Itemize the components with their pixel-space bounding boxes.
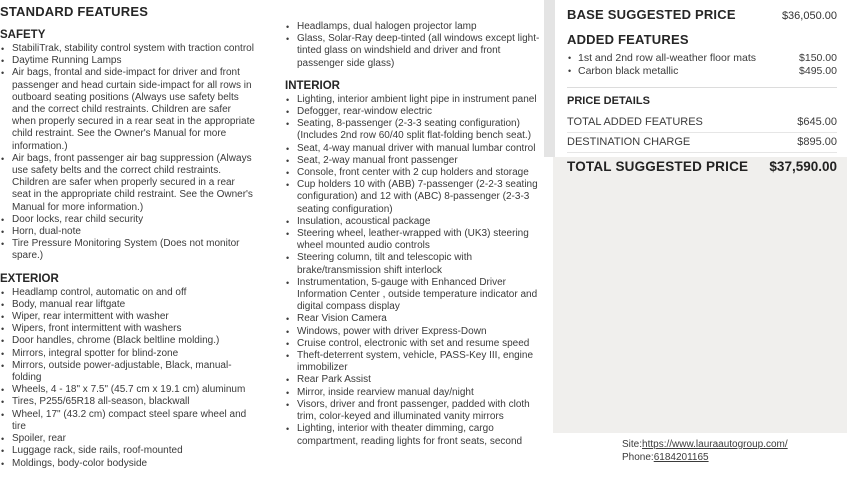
bullet-icon: • [286,314,290,325]
base-price-row [567,7,837,22]
bullet-icon: • [286,375,290,386]
total-price-label: TOTAL SUGGESTED PRICE [567,159,749,174]
feature-item: • Theft-deterrent system, vehicle, PASS-Key III, engine immobilizer [286,350,534,374]
feature-item: • Mirrors, outside power-adjustable, Black, manual-folding [1,359,232,384]
feature-item: • Headlamps, dual halogen projector lamp [286,21,477,32]
feature-item: • Insulation, acoustical package [286,215,431,227]
added-feature-row [567,52,837,65]
bullet-icon: • [286,399,290,410]
feature-list [285,21,547,70]
feature-item: • Door locks, rear child security [1,213,144,225]
phone-label: Phone: [622,452,654,463]
feature-item: • Tires, P255/65R18 all-season, blackwall [1,396,190,408]
bullet-icon: • [286,229,290,240]
price-detail-row [567,113,837,133]
feature-list [0,43,256,263]
dealer-contact-footer [544,433,847,477]
bullet-icon: • [1,458,5,469]
bullet-icon: • [1,299,5,310]
bullet-icon: • [1,397,5,408]
bullet-icon: • [1,153,5,164]
site-label: Site: [622,439,643,450]
section-heading: INTERIOR [285,79,340,92]
base-price-value: $36,050.00 [781,10,837,22]
bullet-icon: • [286,326,290,337]
bullet-icon: • [1,446,5,457]
section-heading: SAFETY [0,29,46,41]
feature-item: • Steering wheel, leather-wrapped with (UK3) steering wheel mounted audio controls [286,228,529,252]
feature-item: • Door handles, chrome (Black beltline molding.) [1,335,220,347]
feature-item: • Console, front center with 2 cup holders and storage [286,167,529,179]
feature-item: • Luggage rack, side rails, roof-mounted [1,445,183,457]
feature-item: • Air bags, front passenger air bag suppression (Always use safety belts and the correct child restraints. Children are safer when properly secured in a rear seat in the appropriate child restraint. See the Owner's Manual for more information.) [1,152,253,213]
feature-item: • Instrumentation, 5-gauge with Enhanced Driver Information Center , outside temperature indicator and digital compass display [286,276,538,313]
feature-item: • Mirror, inside rearview manual day/night [286,386,474,398]
bullet-icon: • [1,360,5,371]
total-price-value: $37,590.00 [769,159,837,174]
feature-item: • Tire Pressure Monitoring System (Does not monitor spare.) [1,238,240,262]
detail-label: TOTAL ADDED FEATURES [567,116,703,128]
feature-list [0,287,256,470]
detail-value: $895.00 [797,136,837,148]
bullet-icon: • [286,119,290,130]
bullet-icon: • [1,239,5,250]
feature-item: • Horn, dual-note [1,226,81,238]
feature-item: • Wheels, 4 - 18" x 7.5" (45.7 cm x 19.1 cm) aluminum [1,384,246,396]
bullet-icon: • [286,216,290,227]
bullet-icon: • [1,56,5,67]
feature-item: • Seat, 4-way manual driver with manual lumbar control [286,142,536,154]
feature-item: • Lighting, interior with theater dimming, cargo compartment, reading lights for front seats, second [286,423,523,447]
page-title: STANDARD FEATURES [0,4,149,19]
feature-item: • Body, manual rear liftgate [1,298,126,310]
bullet-icon: • [1,68,5,79]
price-card [555,0,847,174]
feature-item: • Headlamp control, automatic on and off [1,286,187,298]
feature-item: • Wipers, front intermittent with washers [1,323,182,335]
bullet-icon: • [286,94,290,105]
bullet-icon: • [286,277,290,288]
added-feature-price: $150.00 [799,52,837,64]
feature-item: • Cup holders 10 with (ABB) 7-passenger (2-2-3 seating configuration) and 12 with (ABC) 8-passenger (2-3-3 seating configuration) [286,179,538,215]
features-column-left [0,0,256,470]
feature-item: • StabiliTrak, stability control system with traction control [1,43,254,54]
phone-link[interactable]: 6184201165 [653,452,709,463]
bullet-icon: • [286,338,290,349]
bullet-icon: • [286,22,290,32]
feature-item: • Rear Vision Camera [286,313,387,325]
bullet-icon: • [286,351,290,362]
bullet-icon: • [286,155,290,166]
panel-gutter-strip [544,0,555,157]
bullet-icon: • [286,387,290,398]
section-heading: EXTERIOR [0,272,59,285]
feature-item: • Mirrors, integral spotter for blind-zone [1,347,179,359]
feature-item: • Moldings, body-color bodyside [1,457,148,469]
bullet-icon: • [1,324,5,335]
bullet-icon: • [286,180,290,191]
bullet-icon: • [286,34,290,45]
base-price-label: BASE SUGGESTED PRICE [567,7,736,22]
detail-value: $645.00 [797,116,837,128]
bullet-icon: • [1,385,5,396]
added-feature-label: • Carbon black metallic [568,65,679,77]
bullet-icon: • [1,287,5,298]
detail-label: DESTINATION CHARGE [567,136,691,148]
bullet-icon: • [1,348,5,359]
added-feature-label: • 1st and 2nd row all-weather floor mats [568,52,757,64]
added-features-heading: ADDED FEATURES [567,32,689,47]
feature-item: • Windows, power with driver Express-Down [286,325,487,337]
price-detail-row [567,133,837,153]
feature-item: • Lighting, interior ambient light pipe in instrument panel [286,93,537,105]
feature-item: • Daytime Running Lamps [1,55,122,67]
feature-item: • Rear Park Assist [286,374,371,386]
bullet-icon: • [1,336,5,347]
added-feature-row [567,65,837,78]
feature-item: • Steering column, tilt and telescopic with brake/transmission shift interlock [286,252,473,276]
added-feature-price: $495.00 [799,65,837,77]
feature-item: • Visors, driver and front passenger, padded with cloth trim, color-keyed and illuminated vanity mirrors [286,398,530,423]
bullet-icon: • [286,168,290,179]
bullet-icon: • [286,107,290,118]
bullet-icon: • [1,227,5,238]
pricing-panel [544,0,847,477]
feature-item: • Cruise control, electronic with set and resume speed [286,337,530,349]
bullet-icon: • [1,409,5,420]
panel-empty-gray-area [553,157,847,433]
feature-item: • Seating, 8-passenger (2-3-3 seating configuration) (Includes 2nd row 60/40 split flat-folding bench seat.) [286,118,532,142]
site-line [622,438,847,451]
features-column-middle [285,0,547,448]
bullet-icon: • [286,424,290,435]
total-price-row [567,153,837,174]
feature-item: • Spoiler, rear [1,433,66,445]
bullet-icon: • [568,53,572,63]
feature-item: • Wiper, rear intermittent with washer [1,311,169,323]
feature-item: • Glass, Solar-Ray deep-tinted (all windows except light-tinted glass on windshield and driver and front passenger side glass) [286,33,540,69]
bullet-icon: • [568,66,572,76]
phone-line [622,451,847,464]
feature-item: • Seat, 2-way manual front passenger [286,154,458,166]
feature-item: • Wheel, 17" (43.2 cm) compact steel spare wheel and tire [1,408,247,432]
bullet-icon: • [286,143,290,154]
bullet-icon: • [286,253,290,264]
feature-list [285,94,547,448]
bullet-icon: • [1,312,5,323]
price-details-heading: PRICE DETAILS [567,87,837,107]
site-link[interactable]: https://www.lauraautogroup.com/ [642,439,788,450]
bullet-icon: • [1,214,5,225]
bullet-icon: • [1,434,5,445]
feature-item: • Defogger, rear-window electric [286,106,433,118]
bullet-icon: • [1,44,5,54]
feature-item: • Air bags, frontal and side-impact for driver and front passenger and head curtain side-impact for all rows in outboard seating positions (Always use safety belts and the correct child restraints. Children are safer when properly secured in a rear seat in the appropriate child restraint. See the Owner's Manual for more information.) [1,67,255,152]
